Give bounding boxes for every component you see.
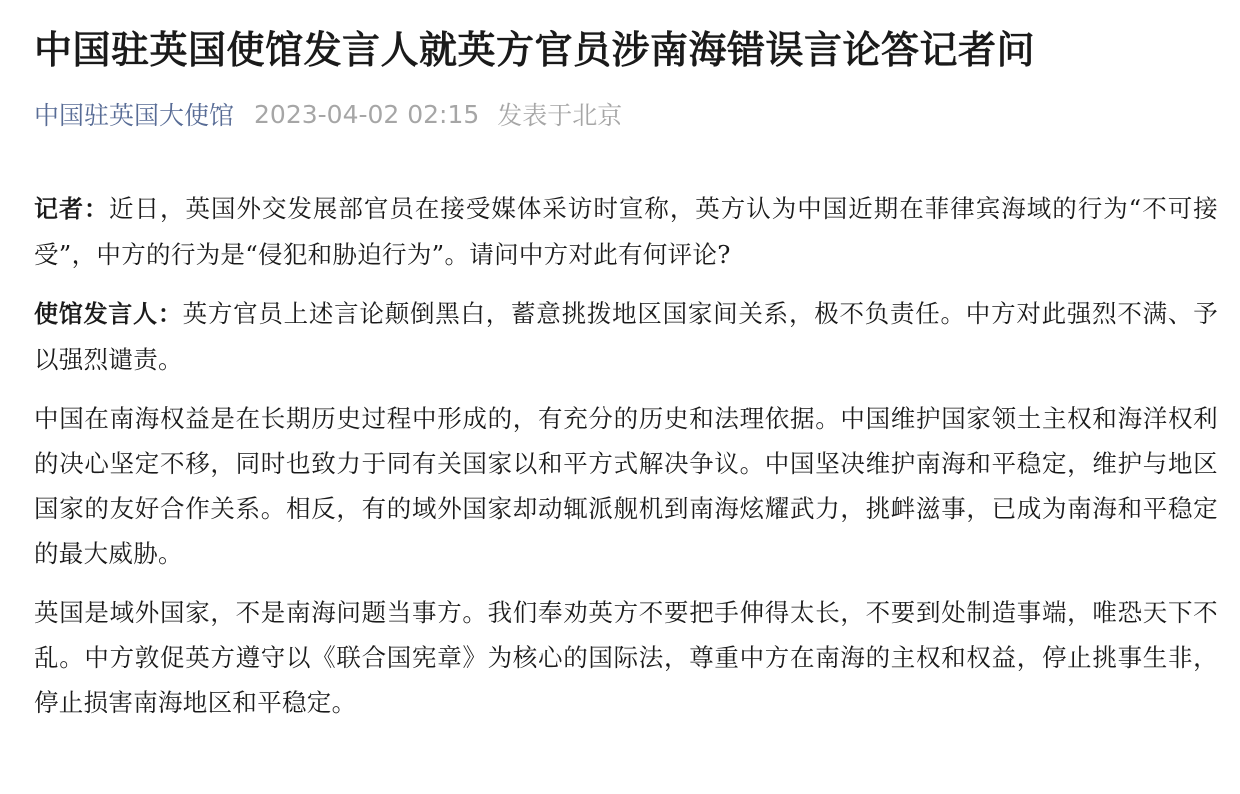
paragraph-text: 近日，英国外交发展部官员在接受媒体采访时宣称，英方认为中国近期在菲律宾海域的行为“不可接受”，中方的行为是“侵犯和胁迫行为”。请问中方对此有何评论? — [34, 194, 1218, 269]
article — [34, 26, 1218, 739]
article-meta — [34, 94, 1218, 134]
speaker-label: 使馆发言人： — [34, 300, 183, 328]
paragraph-reporter-question — [34, 186, 1218, 277]
publish-time: 2023-04-02 02:15 — [254, 99, 480, 129]
paragraph-text: 中国在南海权益是在长期历史过程中形成的，有充分的历史和法理依据。中国维护国家领土主权和海洋权利的决心坚定不移，同时也致力于同有关国家以和平方式解决争议。中国坚决维护南海和平稳定，维护与地区国家的友好合作关系。相反，有的域外国家却动辄派舰机到南海炫耀武力，挑衅滋事，已成为南海和平稳定的最大威胁。 — [34, 404, 1218, 568]
article-title: 中国驻英国使馆发言人就英方官员涉南海错误言论答记者问 — [34, 28, 1036, 72]
article-body — [34, 186, 1218, 725]
paragraph-body — [34, 396, 1218, 576]
paragraph-text: 英方官员上述言论颠倒黑白，蓄意挑拨地区国家间关系，极不负责任。中方对此强烈不满、予以强烈谴责。 — [34, 299, 1218, 374]
paragraph-text: 英国是域外国家，不是南海问题当事方。我们奉劝英方不要把手伸得太长，不要到处制造事端，唯恐天下不乱。中方敦促英方遵守以《联合国宪章》为核心的国际法，尊重中方在南海的主权和权益，停止挑事生非，停止损害南海地区和平稳定。 — [34, 598, 1218, 717]
paragraph-body — [34, 590, 1218, 725]
publish-location: 发表于北京 — [497, 101, 623, 130]
speaker-label: 记者： — [34, 195, 109, 223]
paragraph-spokesperson-answer — [34, 291, 1218, 382]
author-link[interactable]: 中国驻英国大使馆 — [34, 101, 235, 130]
